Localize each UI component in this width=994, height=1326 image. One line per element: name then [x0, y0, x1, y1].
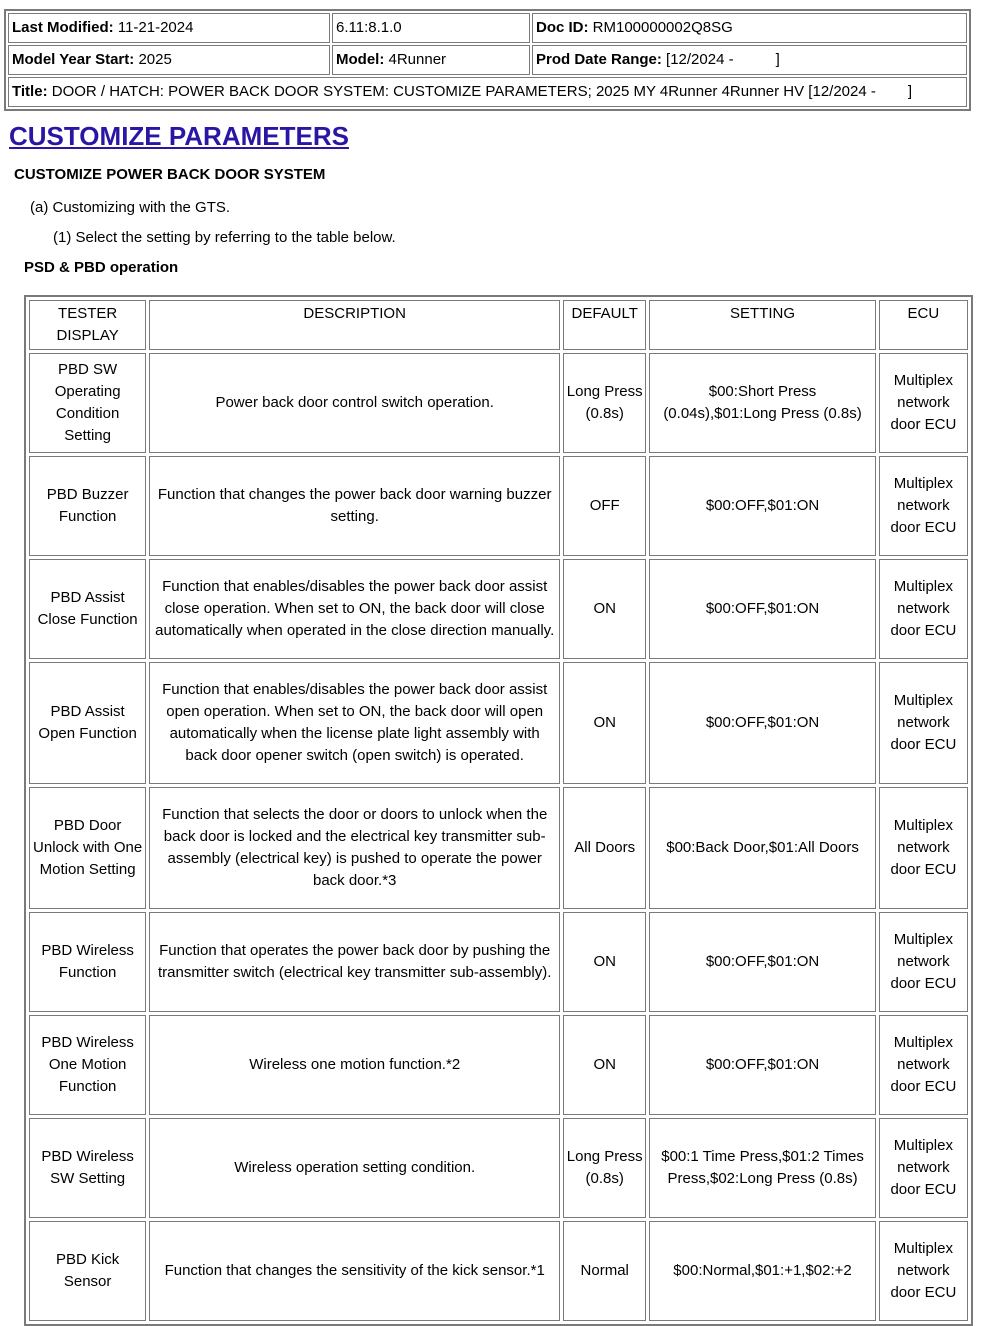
prod-date-end: ]	[775, 51, 780, 68]
cell-default: Long Press (0.8s)	[563, 353, 646, 453]
cell-setting: $00:Normal,$01:+1,$02:+2	[649, 1221, 875, 1321]
cell-description: Wireless operation setting condition.	[149, 1118, 560, 1218]
cell-ecu: Multiplex network door ECU	[879, 662, 968, 784]
cell-description: Function that selects the door or doors to unlock when the back door is locked and the electrical key transmitter sub-assembly (electrical key) is pushed to operate the power back door.*3	[149, 787, 560, 909]
table-row	[29, 353, 968, 453]
cell-ecu: Multiplex network door ECU	[879, 787, 968, 909]
cell-tester-display: PBD SW Operating Condition Setting	[29, 353, 146, 453]
cell-default: All Doors	[563, 787, 646, 909]
table-row	[29, 456, 968, 556]
cell-description: Wireless one motion function.*2	[149, 1015, 560, 1115]
cell-setting: $00:Short Press (0.04s),$01:Long Press (0.8s)	[649, 353, 875, 453]
table-row	[29, 1221, 968, 1321]
header-default: DEFAULT	[563, 300, 646, 350]
cell-tester-display: PBD Wireless One Motion Function	[29, 1015, 146, 1115]
cell-default: ON	[563, 662, 646, 784]
header-ecu: ECU	[879, 300, 968, 350]
step-1-text: (1) Select the setting by referring to the table below.	[53, 229, 396, 246]
cell-tester-display: PBD Kick Sensor	[29, 1221, 146, 1321]
cell-default: Long Press (0.8s)	[563, 1118, 646, 1218]
header-setting: SETTING	[649, 300, 875, 350]
cell-ecu: Multiplex network door ECU	[879, 1118, 968, 1218]
section-title: CUSTOMIZE POWER BACK DOOR SYSTEM	[14, 166, 326, 183]
table-title: PSD & PBD operation	[24, 259, 179, 276]
model-label: Model:	[336, 51, 385, 68]
cell-default: ON	[563, 912, 646, 1012]
last-modified-label: Last Modified:	[12, 19, 114, 36]
model-year-cell	[8, 45, 330, 75]
cell-tester-display: PBD Buzzer Function	[29, 456, 146, 556]
cell-description: Function that operates the power back door by pushing the transmitter switch (electrical key transmitter sub-assembly).	[149, 912, 560, 1012]
cell-setting: $00:Back Door,$01:All Doors	[649, 787, 875, 909]
header-description: DESCRIPTION	[149, 300, 560, 350]
cell-ecu: Multiplex network door ECU	[879, 353, 968, 453]
header-tester-display: TESTER DISPLAY	[29, 300, 146, 350]
table-row	[29, 559, 968, 659]
model-year-label: Model Year Start:	[12, 51, 135, 68]
cell-tester-display: PBD Wireless SW Setting	[29, 1118, 146, 1218]
model-cell	[332, 45, 530, 75]
model-year-value: 2025	[138, 51, 172, 68]
cell-setting: $00:1 Time Press,$01:2 Times Press,$02:Long Press (0.8s)	[649, 1118, 875, 1218]
cell-setting: $00:OFF,$01:ON	[649, 662, 875, 784]
step-a-text: (a) Customizing with the GTS.	[30, 199, 231, 216]
version-value: 6.11:8.1.0	[336, 19, 402, 36]
cell-ecu: Multiplex network door ECU	[879, 1221, 968, 1321]
cell-setting: $00:OFF,$01:ON	[649, 559, 875, 659]
cell-default: OFF	[563, 456, 646, 556]
cell-setting: $00:OFF,$01:ON	[649, 456, 875, 556]
cell-tester-display: PBD Door Unlock with One Motion Setting	[29, 787, 146, 909]
cell-default: ON	[563, 1015, 646, 1115]
cell-default: Normal	[563, 1221, 646, 1321]
prod-date-cell	[532, 45, 967, 75]
last-modified-value: 11-21-2024	[117, 19, 194, 36]
cell-description: Function that changes the power back door warning buzzer setting.	[149, 456, 560, 556]
cell-tester-display: PBD Assist Close Function	[29, 559, 146, 659]
cell-ecu: Multiplex network door ECU	[879, 1015, 968, 1115]
cell-description: Function that enables/disables the power back door assist close operation. When set to ON, the back door will close automatically when operated in the close direction manually.	[149, 559, 560, 659]
cell-tester-display: PBD Wireless Function	[29, 912, 146, 1012]
cell-description: Power back door control switch operation.	[149, 353, 560, 453]
prod-date-label: Prod Date Range:	[536, 51, 662, 68]
prod-date-start: [12/2024 -	[666, 51, 734, 68]
cell-ecu: Multiplex network door ECU	[879, 456, 968, 556]
cell-default: ON	[563, 559, 646, 659]
page-title[interactable]: CUSTOMIZE PARAMETERS	[9, 121, 349, 151]
doc-id-value: RM100000002Q8SG	[592, 19, 733, 36]
customize-parameters-table	[24, 295, 973, 1326]
cell-description: Function that enables/disables the power back door assist open operation. When set to ON, the back door will open automatically when the license plate light assembly with back door opener switch (open switch) is operated.	[149, 662, 560, 784]
document-info-table	[4, 9, 971, 111]
table-row	[29, 1015, 968, 1115]
table-header-row	[29, 300, 968, 350]
title-end: ]	[907, 83, 913, 100]
title-value: DOOR / HATCH: POWER BACK DOOR SYSTEM: CUSTOMIZE PARAMETERS; 2025 MY 4Runner 4Runner HV [12/2024 -	[51, 83, 876, 100]
table-row	[29, 1118, 968, 1218]
doc-id-label: Doc ID:	[536, 19, 589, 36]
table-row	[29, 787, 968, 909]
version-cell	[332, 13, 530, 43]
cell-tester-display: PBD Assist Open Function	[29, 662, 146, 784]
title-label: Title:	[12, 83, 48, 100]
model-value: 4Runner	[388, 51, 447, 68]
cell-setting: $00:OFF,$01:ON	[649, 1015, 875, 1115]
table-row	[29, 662, 968, 784]
last-modified-cell	[8, 13, 330, 43]
cell-ecu: Multiplex network door ECU	[879, 912, 968, 1012]
cell-description: Function that changes the sensitivity of the kick sensor.*1	[149, 1221, 560, 1321]
table-row	[29, 912, 968, 1012]
title-cell	[8, 77, 967, 107]
doc-id-cell	[532, 13, 967, 43]
cell-ecu: Multiplex network door ECU	[879, 559, 968, 659]
cell-setting: $00:OFF,$01:ON	[649, 912, 875, 1012]
